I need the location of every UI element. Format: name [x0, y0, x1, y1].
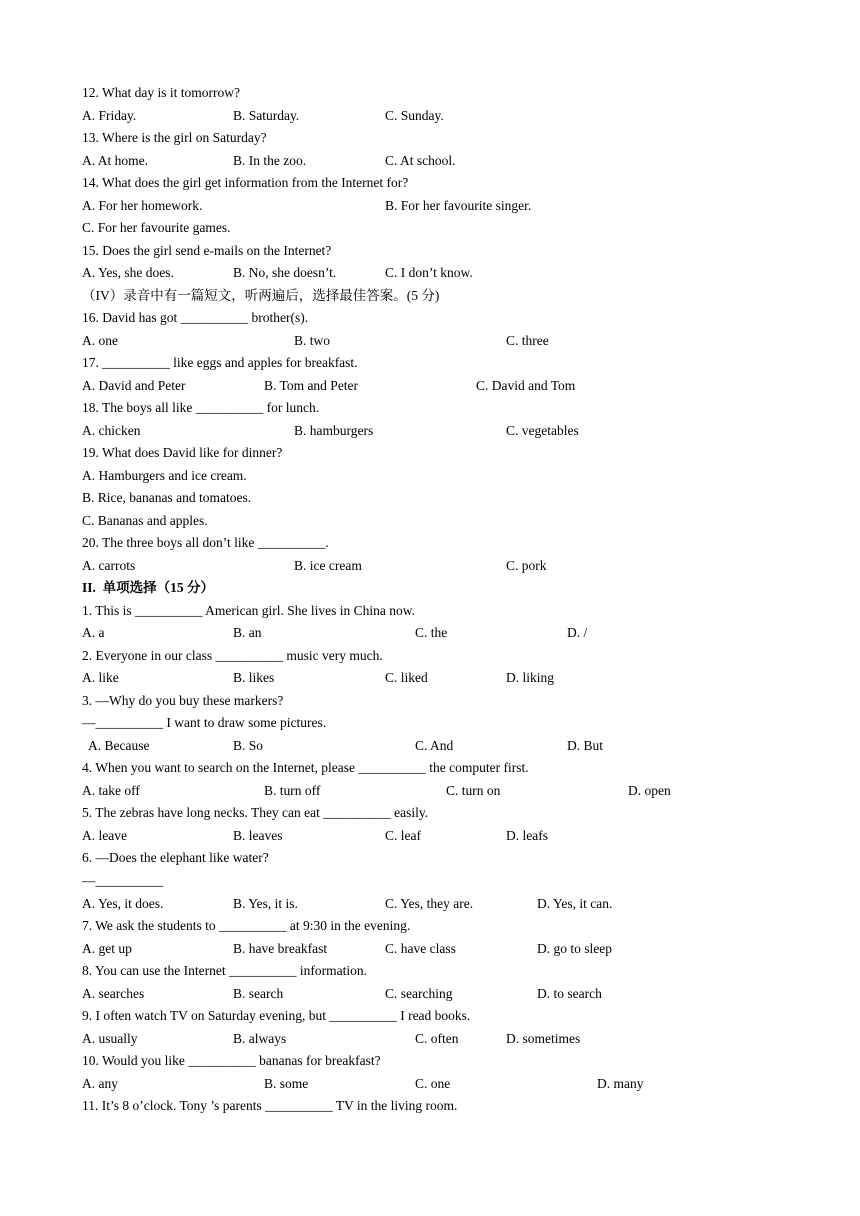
option-a: A. usually: [82, 1031, 138, 1046]
options-14-ab: [0, 195, 860, 218]
option-d: D. open: [628, 783, 671, 798]
mc-question-6: [0, 847, 860, 870]
option-c: C. often: [415, 1031, 459, 1046]
option-d: D. /: [567, 625, 588, 640]
question-text: 6. —Does the elephant like water?: [82, 850, 269, 865]
option-c: C. searching: [385, 986, 453, 1001]
mc-options-9: [0, 1028, 860, 1051]
option-b: B. Saturday.: [233, 108, 300, 123]
option-c: C. Bananas and apples.: [82, 513, 208, 528]
option-a: A. Yes, it does.: [82, 896, 164, 911]
option-d: D. Yes, it can.: [537, 896, 613, 911]
question-text: 18. The boys all like __________ for lunch.: [82, 400, 320, 415]
mc-question-11: [0, 1095, 860, 1118]
option-b: B. Yes, it is.: [233, 896, 298, 911]
mc-options-3: [0, 735, 860, 758]
section-text: II. 单项选择（15 分）: [82, 580, 215, 595]
question-text: 10. Would you like __________ bananas for breakfast?: [82, 1053, 381, 1068]
question-text: 20. The three boys all don’t like __________.: [82, 535, 329, 550]
option-a: A. For her homework.: [82, 198, 203, 213]
mc-question-3: [0, 690, 860, 713]
question-text: 7. We ask the students to __________ at 9:30 in the evening.: [82, 918, 411, 933]
option-d: D. liking: [506, 670, 555, 685]
option-b: B. leaves: [233, 828, 283, 843]
mc-options-6: [0, 893, 860, 916]
options-16: [0, 330, 860, 353]
question-text: 17. __________ like eggs and apples for breakfast.: [82, 355, 358, 370]
mc-question-5: [0, 802, 860, 825]
option-a: A. Friday.: [82, 108, 137, 123]
option-b: B. turn off: [264, 783, 321, 798]
option-c: C. the: [415, 625, 448, 640]
mc-question-8: [0, 960, 860, 983]
option-c: C. Sunday.: [385, 108, 444, 123]
question-text: 8. You can use the Internet __________ information.: [82, 963, 367, 978]
option-b: B. always: [233, 1031, 287, 1046]
option-a: A. leave: [82, 828, 127, 843]
option-d: D. But: [567, 738, 604, 753]
mc-options-4: [0, 780, 860, 803]
option-a: A. a: [82, 625, 105, 640]
option-b: B. two: [294, 333, 331, 348]
option-d: D. sometimes: [506, 1031, 581, 1046]
mc-options-2: [0, 667, 860, 690]
option-c: C. one: [415, 1076, 451, 1091]
mc-question-6-reply: [0, 870, 860, 893]
question-text: 12. What day is it tomorrow?: [82, 85, 240, 100]
mc-question-3-reply: [0, 712, 860, 735]
options-15: [0, 262, 860, 285]
options-17: [0, 375, 860, 398]
option-b: B. No, she doesn’t.: [233, 265, 337, 280]
option-a: A. David and Peter: [82, 378, 186, 393]
option-b: B. likes: [233, 670, 275, 685]
option-b: B. Tom and Peter: [264, 378, 359, 393]
option-b: B. have breakfast: [233, 941, 328, 956]
option-a: A. get up: [82, 941, 132, 956]
option-b: B. For her favourite singer.: [385, 198, 532, 213]
question-text: 19. What does David like for dinner?: [82, 445, 283, 460]
option-b: B. an: [233, 625, 262, 640]
options-20: [0, 555, 860, 578]
question-14: [0, 172, 860, 195]
option-a: A. Hamburgers and ice cream.: [82, 468, 247, 483]
section-ii-heading: [0, 577, 860, 600]
question-text: 4. When you want to search on the Internet, please __________ the computer first.: [82, 760, 529, 775]
question-text: 14. What does the girl get information from the Internet for?: [82, 175, 409, 190]
mc-options-8: [0, 983, 860, 1006]
option-b: B. ice cream: [294, 558, 362, 573]
option-c: C. vegetables: [506, 423, 579, 438]
option-a: A. Because: [88, 738, 150, 753]
question-16: [0, 307, 860, 330]
option-d: D. to search: [537, 986, 602, 1001]
option-a: A. any: [82, 1076, 118, 1091]
question-text: 16. David has got __________ brother(s).: [82, 310, 309, 325]
question-text: 15. Does the girl send e-mails on the Internet?: [82, 243, 332, 258]
mc-question-7: [0, 915, 860, 938]
option-a: A. Yes, she does.: [82, 265, 174, 280]
mc-question-10: [0, 1050, 860, 1073]
reply-text: —__________: [82, 873, 163, 888]
question-text: 11. It’s 8 o’clock. Tony ’s parents __________ TV in the living room.: [82, 1098, 458, 1113]
mc-options-5: [0, 825, 860, 848]
mc-question-2: [0, 645, 860, 668]
option-a: A. carrots: [82, 558, 136, 573]
question-19: [0, 442, 860, 465]
option-d: D. go to sleep: [537, 941, 612, 956]
option-c: C. three: [506, 333, 549, 348]
question-text: 1. This is __________ American girl. She lives in China now.: [82, 603, 415, 618]
question-15: [0, 240, 860, 263]
mc-options-1: [0, 622, 860, 645]
options-14-c: [0, 217, 860, 240]
question-text: 2. Everyone in our class __________ music very much.: [82, 648, 383, 663]
option-c: C. have class: [385, 941, 456, 956]
option-a: A. take off: [82, 783, 140, 798]
section-iv-heading: [0, 285, 860, 308]
options-13: [0, 150, 860, 173]
option-c: C. And: [415, 738, 454, 753]
options-12: [0, 105, 860, 128]
options-18: [0, 420, 860, 443]
options-19-a: [0, 465, 860, 488]
question-13: [0, 127, 860, 150]
option-c: C. turn on: [446, 783, 501, 798]
option-a: A. like: [82, 670, 119, 685]
option-b: B. search: [233, 986, 284, 1001]
option-c: C. leaf: [385, 828, 421, 843]
mc-options-7: [0, 938, 860, 961]
question-17: [0, 352, 860, 375]
mc-options-10: [0, 1073, 860, 1096]
options-19-c: [0, 510, 860, 533]
question-text: 9. I often watch TV on Saturday evening, but __________ I read books.: [82, 1008, 471, 1023]
question-12: [0, 82, 860, 105]
mc-question-1: [0, 600, 860, 623]
option-b: B. So: [233, 738, 264, 753]
mc-question-4: [0, 757, 860, 780]
question-20: [0, 532, 860, 555]
option-b: B. In the zoo.: [233, 153, 307, 168]
option-c: C. I don’t know.: [385, 265, 473, 280]
question-text: 5. The zebras have long necks. They can eat __________ easily.: [82, 805, 429, 820]
option-a: A. At home.: [82, 153, 148, 168]
option-b: B. some: [264, 1076, 309, 1091]
option-a: A. one: [82, 333, 118, 348]
option-d: D. many: [597, 1076, 644, 1091]
option-c: C. For her favourite games.: [82, 220, 231, 235]
section-text: （IV）录音中有一篇短文，听两遍后，选择最佳答案。(5 分): [82, 288, 440, 303]
options-19-b: [0, 487, 860, 510]
option-b: B. hamburgers: [294, 423, 374, 438]
option-b: B. Rice, bananas and tomatoes.: [82, 490, 252, 505]
option-c: C. Yes, they are.: [385, 896, 474, 911]
option-c: C. At school.: [385, 153, 456, 168]
question-text: 13. Where is the girl on Saturday?: [82, 130, 267, 145]
option-a: A. searches: [82, 986, 145, 1001]
option-a: A. chicken: [82, 423, 141, 438]
option-c: C. liked: [385, 670, 428, 685]
question-text: 3. —Why do you buy these markers?: [82, 693, 284, 708]
option-c: C. David and Tom: [476, 378, 576, 393]
option-d: D. leafs: [506, 828, 548, 843]
mc-question-9: [0, 1005, 860, 1028]
question-18: [0, 397, 860, 420]
option-c: C. pork: [506, 558, 547, 573]
reply-text: —__________ I want to draw some pictures.: [82, 715, 327, 730]
